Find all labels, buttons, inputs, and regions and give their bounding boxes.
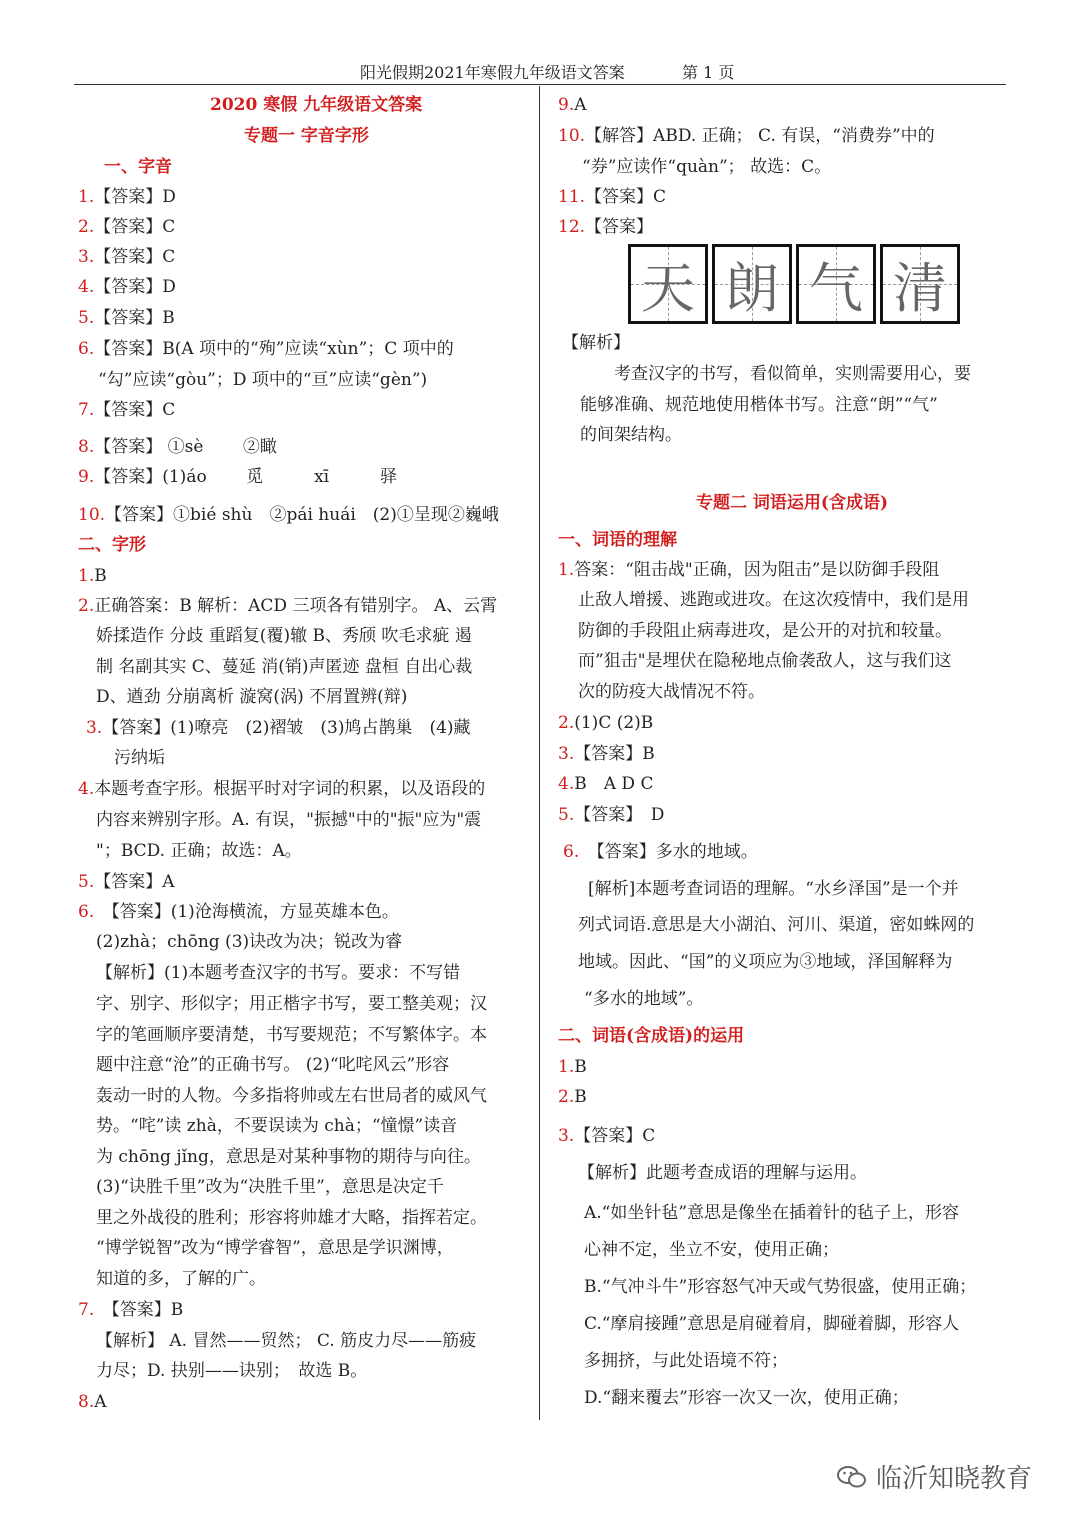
item-number: 9. (558, 95, 575, 115)
text-line (96, 1172, 444, 1202)
line-text: 【答案】(1)嘹亮 (2)褶皱 (3)鸠占鹊巢 (4)藏 (102, 718, 471, 738)
wechat-icon (836, 1463, 868, 1491)
line-text: [解析]本题考查词语的理解。“水乡泽国”是一个并 (588, 879, 959, 899)
line-text: 止敌人增援、逃跑或进攻。在这次疫情中，我们是用 (578, 590, 969, 610)
line-text: 防御的手段阻止病毒进攻，是公开的对抗和较量。 (578, 621, 952, 641)
line-text: A (574, 95, 587, 115)
item-number: 7. (78, 1300, 95, 1320)
item-number: 5. (78, 872, 95, 892)
text-line (582, 152, 831, 182)
text-line (614, 359, 971, 389)
line-text: “博学锐智”改为“博学睿智”，意思是学识渊博， (96, 1238, 454, 1258)
text-line (78, 561, 107, 591)
text-line (78, 182, 176, 212)
text-line (96, 1203, 487, 1233)
text-line (78, 774, 485, 804)
text-line (78, 897, 399, 927)
text-line (78, 867, 175, 897)
text-line (78, 334, 454, 364)
text-line (96, 682, 407, 712)
line-text: 2020 寒假 九年级语文答案 (210, 95, 423, 115)
text-line (578, 677, 765, 707)
line-text: 知道的多，了解的广。 (96, 1269, 266, 1289)
item-number: 6. (563, 842, 580, 862)
line-text: B (574, 1057, 587, 1077)
text-line (78, 1295, 183, 1325)
line-text: 【答案】C (574, 1126, 656, 1146)
line-text: 势。“咤”读 zhà，不要误读为 chà；“憧憬”读音 (96, 1116, 458, 1136)
text-line (96, 805, 481, 835)
text-line (78, 432, 277, 462)
calligraphy-grid (628, 244, 964, 324)
text-line (96, 836, 302, 866)
line-text: 专题二 词语运用(含成语) (696, 493, 889, 513)
item-number: 3. (78, 247, 95, 267)
item-number: 1. (78, 566, 95, 586)
header-rule (74, 84, 1006, 85)
line-text: 【答案】A (94, 872, 175, 892)
line-text: “多水的地域”。 (584, 989, 704, 1009)
line-text: 【答案】B (94, 308, 175, 328)
line-text: 【答案】D (94, 277, 176, 297)
grid-cell (796, 244, 876, 324)
item-number: 1. (558, 560, 575, 580)
line-text: 专题一 字音字形 (244, 126, 369, 146)
line-text: 【答案】C (94, 400, 176, 420)
text-line (562, 328, 630, 358)
text-line (114, 743, 165, 773)
item-number: 4. (558, 774, 575, 794)
text-line (96, 1142, 481, 1172)
text-line (96, 1111, 457, 1141)
text-line (584, 1198, 959, 1228)
column-divider (539, 86, 540, 1420)
text-line (578, 910, 974, 940)
line-text: 【解析】 A. 冒然——贸然； C. 筋皮力尽——筋疲 (96, 1331, 477, 1351)
grid-char: 清 (893, 256, 947, 320)
item-number: 8. (78, 437, 95, 457)
text-line (580, 390, 938, 420)
item-number: 1. (558, 1057, 575, 1077)
text-line (78, 303, 175, 333)
text-line (563, 837, 758, 867)
item-number: 2. (78, 596, 95, 616)
line-text: 【答案】B (574, 744, 655, 764)
text-line (558, 182, 666, 212)
line-text: 次的防疫大战情况不符。 (578, 682, 765, 702)
line-text: 一、字音 (104, 157, 172, 177)
line-text: 列式词语.意思是大小湖泊、河川、渠道，密如蛛网的 (578, 915, 975, 935)
item-number: 10. (558, 126, 586, 146)
line-text: A.“如坐针毡”意思是像坐在插着针的毡子上，形容 (584, 1203, 960, 1223)
line-text: 【解析】 (562, 333, 630, 353)
line-text: A (94, 1392, 107, 1412)
grid-char: 天 (641, 256, 695, 320)
text-line (96, 1233, 454, 1263)
text-line (578, 616, 952, 646)
text-line (96, 621, 472, 651)
text-line (558, 769, 653, 799)
text-line (584, 1272, 976, 1302)
text-line (584, 1309, 959, 1339)
line-text: D.“翻来覆去”形容一次又一次，使用正确； (584, 1388, 909, 1408)
line-text: "；BCD. 正确；故选：A。 (96, 841, 302, 861)
line-text: 地域。因此、“国”的义项应为③地域，泽国解释为 (578, 952, 953, 972)
section-heading (696, 488, 888, 518)
section-heading (210, 90, 422, 120)
text-line (78, 591, 497, 621)
item-number: 6. (78, 339, 95, 359)
text-line (580, 420, 682, 450)
text-line (558, 1121, 655, 1151)
grid-cell (880, 244, 960, 324)
line-text: (3)“诀胜千里”改为“决胜千里”，意思是决定千 (96, 1177, 444, 1197)
text-line (96, 652, 472, 682)
line-text: 为 chōng jǐng，意思是对某种事物的期待与向往。 (96, 1147, 481, 1167)
text-line (558, 212, 653, 242)
text-line (78, 272, 176, 302)
text-line (588, 874, 959, 904)
header-page-number: 第 1 页 (682, 63, 735, 82)
line-text: 【答案】(1)沧海横流，方显英雄本色。 (94, 902, 399, 922)
line-text: 【答案】多水的地域。 (579, 842, 758, 862)
text-line (558, 121, 935, 151)
text-line (96, 989, 487, 1019)
line-text: B.“气冲斗牛”形容怒气冲天或气势很盛，使用正确； (584, 1277, 977, 1297)
text-line (78, 1387, 107, 1417)
item-number: 4. (78, 277, 95, 297)
line-text: 娇揉造作 分歧 重蹈复(覆)辙 B、秀颀 吹毛求疵 遏 (96, 626, 472, 646)
line-text: B (94, 566, 107, 586)
item-number: 9. (78, 467, 95, 487)
line-text: 【答案】C (94, 217, 176, 237)
item-number: 10. (78, 505, 106, 525)
text-line (558, 800, 664, 830)
item-number: 6. (78, 902, 95, 922)
line-text: 一、词语的理解 (558, 530, 677, 550)
item-number: 7. (78, 400, 95, 420)
line-text: “券”应读作“quàn”； 故选：C。 (582, 157, 832, 177)
line-text: 字的笔画顺序要清楚，书写要规范；不写繁体字。本 (96, 1025, 487, 1045)
line-text: 里之外战役的胜利；形容将帅雄才大略，指挥若定。 (96, 1208, 487, 1228)
line-text: B A D C (574, 774, 654, 794)
section-heading (244, 121, 369, 151)
text-line (558, 1052, 587, 1082)
text-line (558, 90, 587, 120)
line-text: 【答案】C (94, 247, 176, 267)
text-line (96, 1356, 367, 1386)
grid-char: 气 (809, 256, 863, 320)
line-text: “勾”应读“gòu”；D 项中的“亘”应读“gèn”) (98, 370, 428, 390)
text-line (584, 1383, 909, 1413)
line-text: 的间架结构。 (580, 425, 682, 445)
item-number: 12. (558, 217, 586, 237)
line-text: 能够准确、规范地使用楷体书写。注意“朗”“气” (580, 395, 938, 415)
line-text: D、遒劲 分崩离析 漩窝(涡) 不屑置辨(辩) (96, 687, 408, 707)
text-line (96, 1081, 487, 1111)
item-number: 1. (78, 187, 95, 207)
item-number: 3. (558, 744, 575, 764)
section-heading (558, 1021, 744, 1051)
line-text: 【答案】 (585, 217, 654, 237)
text-line (96, 927, 402, 957)
item-number: 3. (86, 718, 103, 738)
line-text: 【解析】(1)本题考查汉字的书写。要求：不写错 (96, 963, 461, 983)
line-text: 【答案】D (94, 187, 176, 207)
line-text: (2)zhà；chōng (3)诀改为决；锐改为睿 (96, 932, 403, 952)
text-line (578, 646, 952, 676)
text-line (86, 713, 471, 743)
line-text: 制 名副其实 C、蔓延 消(销)声匿迹 盘桓 自出心裁 (96, 657, 473, 677)
line-text: 题中注意“沧”的正确书写。 (2)“叱咤风云”形容 (96, 1055, 450, 1075)
text-line (558, 739, 655, 769)
text-line (584, 1235, 839, 1265)
text-line (78, 500, 499, 530)
line-text: 心神不定，坐立不安，使用正确； (584, 1240, 839, 1260)
line-text: 【解析】此题考查成语的理解与运用。 (578, 1163, 867, 1183)
text-line (96, 958, 460, 988)
line-text: 【答案】B(A 项中的“殉”应读“xùn”；C 项中的 (94, 339, 454, 359)
text-line (558, 1082, 587, 1112)
text-line (78, 242, 175, 272)
line-text: 多拥挤，与此处语境不符； (584, 1351, 788, 1371)
section-heading (78, 530, 146, 560)
text-line (98, 365, 427, 395)
text-line (96, 1050, 449, 1080)
line-text: 力尽；D. 抉别——诀别； 故选 B。 (96, 1361, 368, 1381)
watermark-text: 临沂知晓教育 (876, 1464, 1033, 1494)
line-text: 答案：“阻击战"正确，因为阻击”是以防御手段阻 (574, 560, 940, 580)
line-text: 轰动一时的人物。今多指将帅或左右世局者的威风气 (96, 1086, 487, 1106)
section-heading (104, 152, 172, 182)
text-line (558, 555, 939, 585)
watermark (836, 1458, 1032, 1495)
line-text: 正确答案：B 解析：ACD 三项各有错别字。 A、云霄 (94, 596, 498, 616)
line-text: 二、词语(含成语)的运用 (558, 1026, 745, 1046)
item-number: 2. (558, 713, 575, 733)
text-line (96, 1326, 476, 1356)
line-text: 【答案】 ①sè ②瞰 (94, 437, 277, 457)
line-text: 二、字形 (78, 535, 146, 555)
item-number: 8. (78, 1392, 95, 1412)
line-text: 考查汉字的书写，看似简单，实则需要用心，要 (614, 364, 971, 384)
grid-char: 朗 (725, 256, 779, 320)
grid-cell (712, 244, 792, 324)
section-heading (558, 525, 677, 555)
item-number: 11. (558, 187, 586, 207)
text-line (96, 1020, 487, 1050)
line-text: 字、别字、形似字；用正楷字书写，要工整美观；汉 (96, 994, 487, 1014)
line-text: 本题考查字形。根据平时对字词的积累，以及语段的 (94, 779, 486, 799)
line-text: (1)C (2)B (574, 713, 654, 733)
line-text: 【解答】ABD. 正确； C. 有误，“消费券”中的 (585, 126, 935, 146)
text-line (584, 984, 703, 1014)
line-text: 【答案】①bié shù ②pái huái (2)①呈现②巍峨 (105, 505, 499, 525)
line-text: 污纳垢 (114, 748, 165, 768)
text-line (578, 1158, 867, 1188)
line-text: 而”狙击"是埋伏在隐秘地点偷袭敌人，这与我们这 (578, 651, 952, 671)
item-number: 5. (78, 308, 95, 328)
text-line (584, 1346, 788, 1376)
text-line (558, 708, 653, 738)
line-text: 内容来辨别字形。A. 有误，"振撼"中的"振"应为"震 (96, 810, 482, 830)
grid-cell (628, 244, 708, 324)
line-text: C.“摩肩接踵”意思是肩碰着肩，脚碰着脚，形容人 (584, 1314, 960, 1334)
item-number: 2. (558, 1087, 575, 1107)
line-text: 【答案】(1)áo 觅 xī 驿 (94, 467, 398, 487)
text-line (78, 212, 175, 242)
text-line (578, 947, 952, 977)
line-text: B (574, 1087, 587, 1107)
item-number: 2. (78, 217, 95, 237)
item-number: 3. (558, 1126, 575, 1146)
text-line (96, 1264, 266, 1294)
item-number: 5. (558, 805, 575, 825)
line-text: 【答案】 D (574, 805, 665, 825)
header-title: 阳光假期2021年寒假九年级语文答案 (360, 63, 625, 82)
text-line (78, 395, 175, 425)
text-line (78, 462, 397, 492)
text-line (578, 585, 969, 615)
line-text: 【答案】B (94, 1300, 184, 1320)
line-text: 【答案】C (585, 187, 667, 207)
item-number: 4. (78, 779, 95, 799)
